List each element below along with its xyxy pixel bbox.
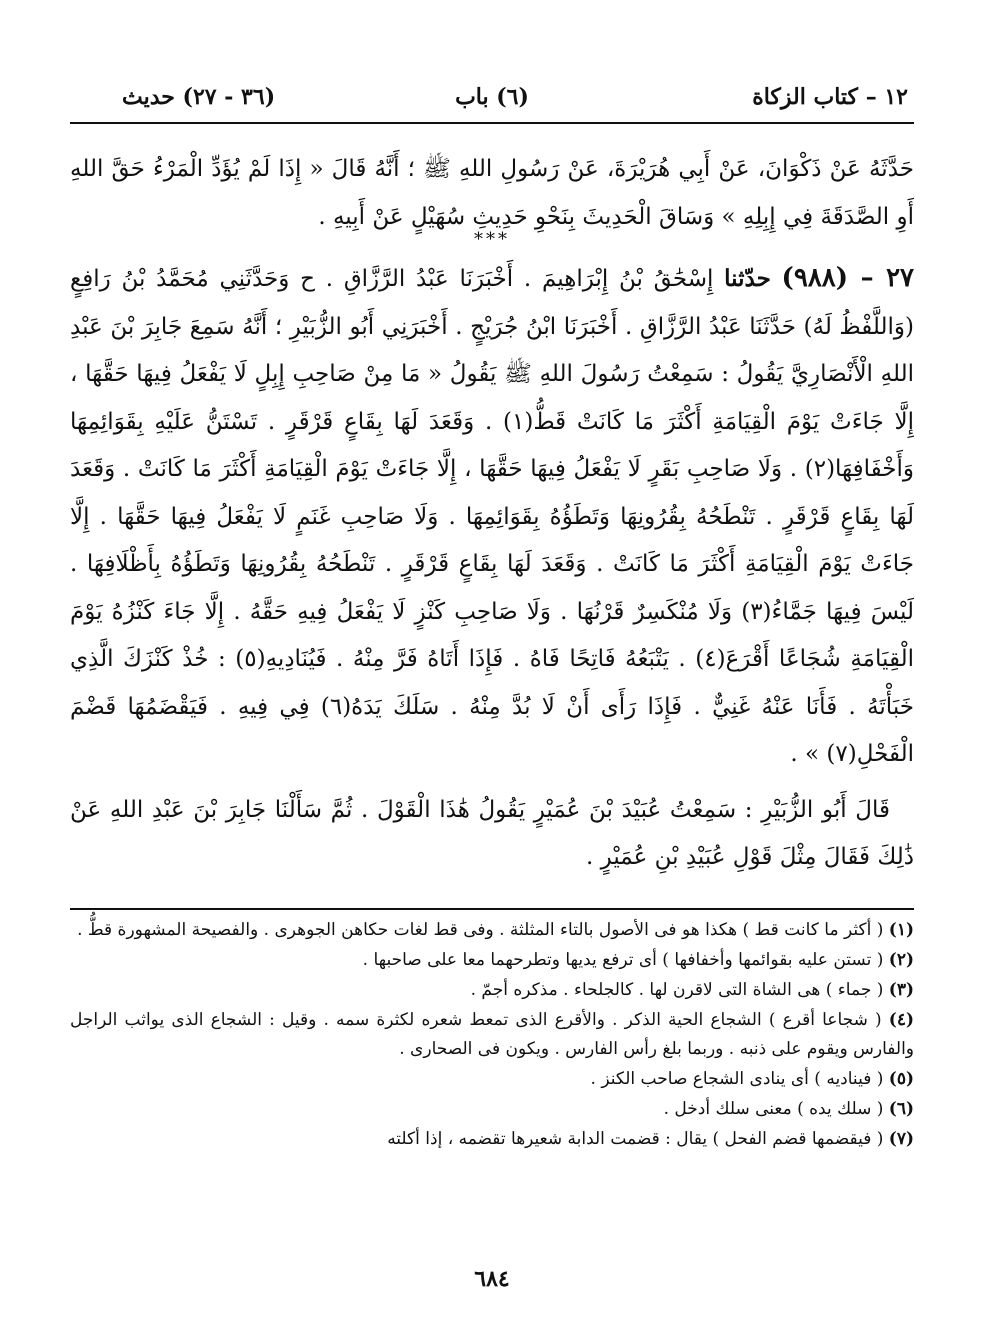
footnote-text: ( أكثر ما كانت قط ) هكذا هو فى الأصول بالتاء المثلثة . وفى قط لغات حكاهن الجوهرى . والفصيحة المشهورة قطُّ .: [77, 920, 884, 940]
footnote: [70, 1006, 914, 1064]
header-hadith-range: (٣٦ - ٢٧) حديث: [122, 84, 276, 110]
footnote-number: (٣): [888, 980, 914, 1000]
footnote: [70, 976, 914, 1005]
section-separator: ***: [474, 229, 510, 250]
paragraph-isnad-continuation: حَدَّثَهُ عَنْ ذَكْوَانَ، عَنْ أَبِي هُرَيْرَةَ، عَنْ رَسُولِ اللهِ ﷺ ؛ أَنَّهُ قَالَ « إِذَا لَمْ يُؤَدِّ الْمَرْءُ حَقَّ اللهِ أَوِ الصَّدَقَةَ فِي إِبِلِهِ » وَسَاقَ الْحَدِيثَ بِنَحْوِ حَدِيثِ سُهَيْلٍ عَنْ أَبِيهِ .: [70, 156, 914, 230]
hadith-paragraph: [70, 255, 914, 779]
page-number: ٦٨٤: [474, 1266, 510, 1292]
haddathana-word: حدّثنا: [724, 265, 771, 292]
footnote: [70, 1125, 914, 1154]
footnotes-rule: [70, 908, 914, 910]
footnote-text: ( جماء ) هى الشاة التى لاقرن لها . كالجلحاء . مذكره أجمّ .: [470, 980, 884, 1000]
footnote-number: (٧): [888, 1129, 914, 1149]
paragraph-abu-zubair: قَالَ أَبُو الزُّبَيْرِ : سَمِعْتُ عُبَيْدَ بْنَ عُمَيْرٍ يَقُولُ هَٰذَا الْقَوْلَ . ثُمَّ سَأَلْنَا جَابِرَ بْنَ عَبْدِ اللهِ عَنْ ذَٰلِكَ فَقَالَ مِثْلَ قَوْلِ عُبَيْدِ بْنِ عُمَيْرٍ .: [70, 796, 914, 870]
footnote-number: (٤): [888, 1010, 915, 1030]
footnote: [70, 946, 914, 975]
running-header: [70, 78, 914, 122]
footnote-text: ( تستن عليه بقوائمها وأخفافها ) أى ترفع يديها وتطرحهما معا على صاحبها .: [362, 950, 884, 970]
footnote-number: (٦): [888, 1099, 914, 1119]
footnote: [70, 916, 914, 945]
footnote-number: (٢): [888, 950, 914, 970]
footnote-text: ( سلك يده ) معنى سلك أدخل .: [663, 1099, 884, 1119]
header-chapter: (٦) باب: [455, 84, 529, 110]
footnote-text: ( فيناديه ) أى ينادى الشجاع صاحب الكنز .: [590, 1069, 884, 1089]
footnote: [70, 1095, 914, 1124]
footnote-number: (١): [888, 920, 914, 940]
header-rule: [70, 122, 914, 124]
footnote-number: (٥): [888, 1069, 914, 1089]
hadith-number: ٢٧ – (٩٨٨): [781, 263, 915, 293]
header-book-title: ١٢ – كتاب الزكاة: [752, 84, 908, 110]
footnote-text: ( شجاعا أقرع ) الشجاع الحية الذكر . والأقرع الذى تمعط شعره لكثرة سمه . وقيل : الشجاع الذى يواثب الراجل والفارس ويقوم على ذنبه . وربما بلغ رأس الفارس . ويكون فى الصحارى .: [70, 1010, 914, 1059]
footnotes: [70, 916, 914, 1155]
hadith-text: إِسْحَٰقُ بْنُ إِبْرَاهِيمَ . أَخْبَرَنَا عَبْدُ الرَّزَّاقِ . ح وَحَدَّثَنِي مُحَمَّدُ بْنُ رَافِعٍ (وَاللَّفْظُ لَهُ) حَدَّثَنَا عَبْدُ الرَّزَّاقِ . أَخْبَرَنَا ابْنُ جُرَيْجٍ . أَخْبَرَنِي أَبُو الزُّبَيْرِ ؛ أَنَّهُ سَمِعَ جَابِرَ بْنَ عَبْدِ اللهِ الْأَنْصَارِيَّ يَقُولُ : سَمِعْتُ رَسُولَ اللهِ ﷺ يَقُولُ « مَا مِنْ صَاحِبِ إِبِلٍ لَا يَفْعَلُ فِيهَا حَقَّهَا ، إِلَّا جَاءَتْ يَوْمَ الْقِيَامَةِ أَكْثَرَ مَا كَانَتْ قَطُّ(١) . وَقَعَدَ لَهَا بِقَاعٍ قَرْقَرٍ . تَسْتَنُّ عَلَيْهِ بِقَوَائِمِهَا وَأَخْفَافِهَا(٢) . وَلَا صَاحِبِ بَقَرٍ لَا يَفْعَلُ فِيهَا حَقَّهَا ، إِلَّا جَاءَتْ يَوْمَ الْقِيَامَةِ أَكْثَرَ مَا كَانَتْ . وَقَعَدَ لَهَا بِقَاعٍ قَرْقَرٍ . تَنْطَحُهُ بِقُرُونِهَا وَتَطَؤُهُ بِقَوَائِمِهَا . وَلَا صَاحِبِ غَنَمٍ لَا يَفْعَلُ فِيهَا حَقَّهَا . إِلَّا جَاءَتْ يَوْمَ الْقِيَامَةِ أَكْثَرَ مَا كَانَتْ . وَقَعَدَ لَهَا بِقَاعٍ قَرْقَرٍ . تَنْطَحُهُ بِقُرُونِهَا وَتَطَؤُهُ بِأَظْلَافِهَا . لَيْسَ فِيهَا جَمَّاءُ(٣) وَلَا مُنْكَسِرٌ قَرْنُهَا . وَلَا صَاحِبِ كَنْزٍ لَا يَفْعَلُ فِيهِ حَقَّهُ . إِلَّا جَاءَ كَنْزُهُ يَوْمَ الْقِيَامَةِ شُجَاعًا أَقْرَعَ(٤) . يَتْبَعُهُ فَاتِحًا فَاهُ . فَإِذَا أَتَاهُ فَرَّ مِنْهُ . فَيُنَادِيهِ(٥) : خُذْ كَنْزَكَ الَّذِي خَبَأْتَهُ . فَأَنَا عَنْهُ غَنِيٌّ . فَإِذَا رَأَى أَنْ لَا بُدَّ مِنْهُ . سَلَكَ يَدَهُ(٦) فِي فِيهِ . فَيَقْضَمُهَا قَضْمَ الْفَحْلِ(٧) » .: [70, 266, 915, 767]
main-text: [70, 146, 914, 882]
footnote-text: ( فيقضمها قضم الفحل ) يقال : قضمت الدابة شعيرها تقضمه ، إذا أكلته: [387, 1129, 884, 1149]
footnote: [70, 1065, 914, 1094]
